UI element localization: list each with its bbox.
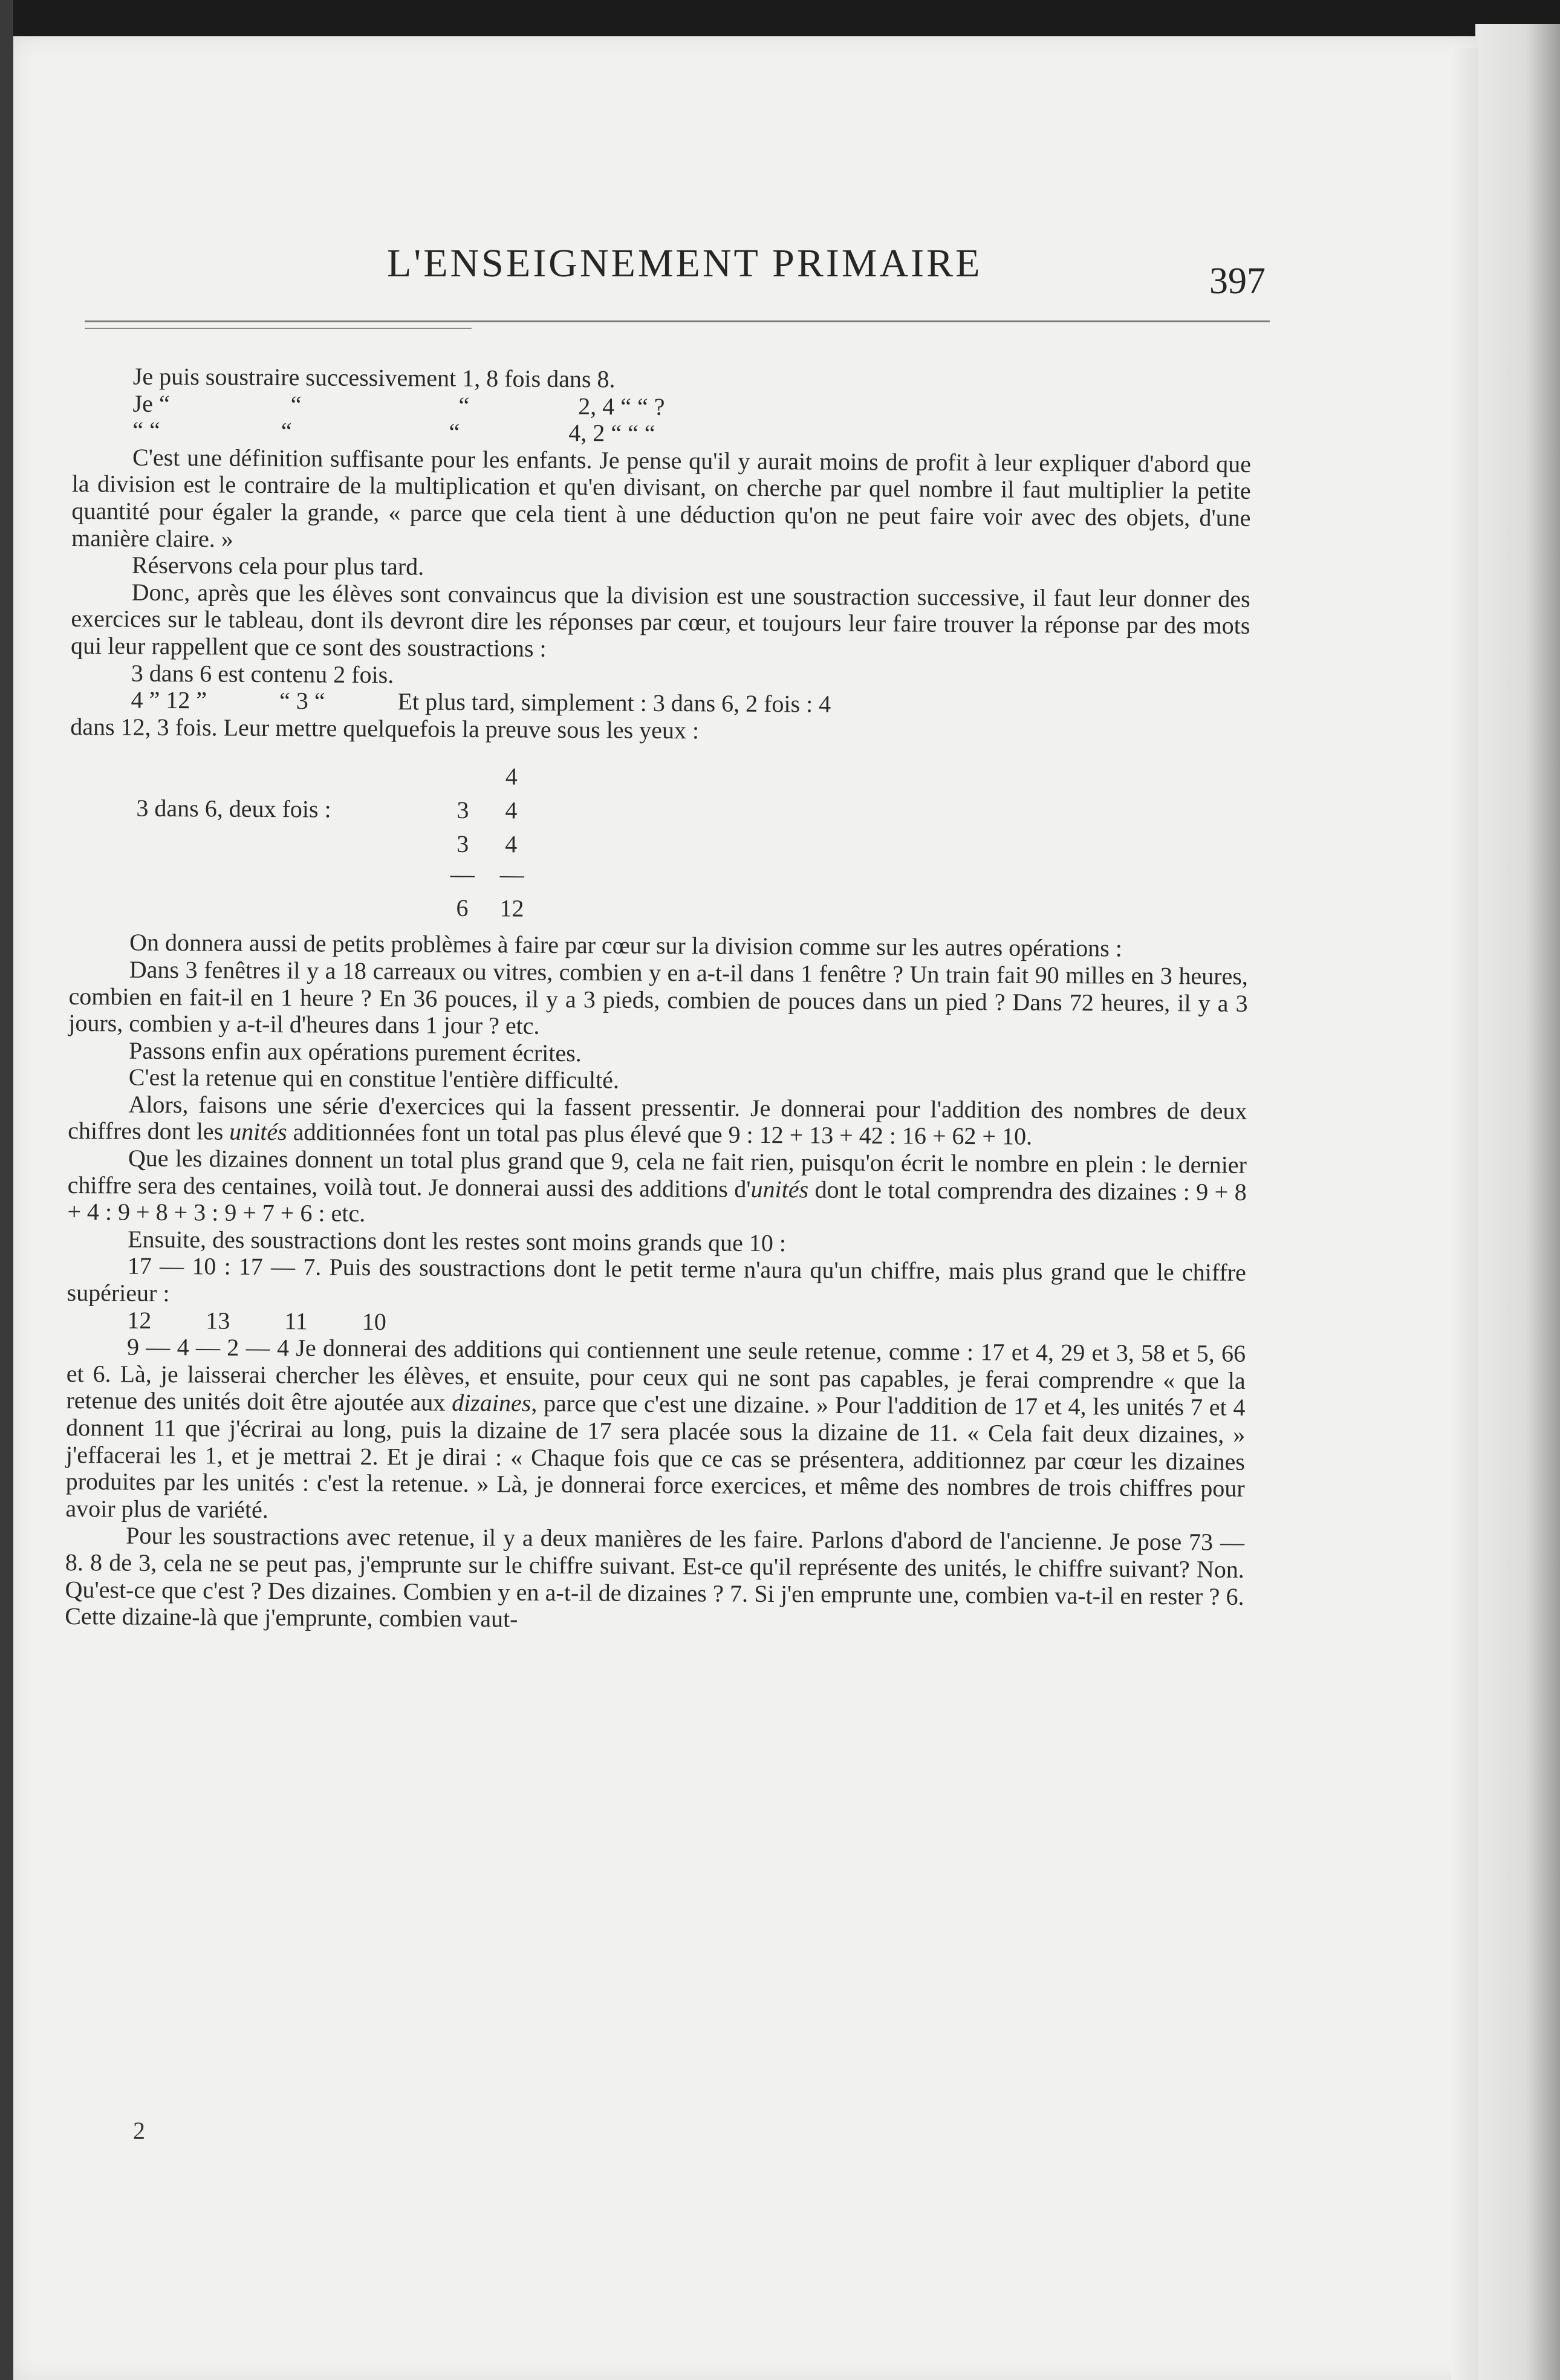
page-edge (1475, 24, 1560, 2380)
table-cell: 4 (505, 796, 518, 824)
paragraph: Réservons cela pour plus tard. (131, 551, 424, 580)
paragraph: C'est une définition suffisante pour les enfants. Je pense qu'il y aurait moins de profit à leur expliquer d'abord que la division est le contraire de la multiplication et qu'en divisant, on cherche par quel nombre il faut multiplier la petite quantité pour égaler la grande, « parce que cela tient à une déduction qu'on ne peut faire voir avec des objets, d'une manière claire. » (71, 443, 1252, 553)
table-cell: 4 (505, 830, 518, 858)
header-rule (85, 320, 1270, 322)
table-rule: — (450, 860, 475, 888)
paragraph: Que les dizaines donnent un total plus grand que 9, cela ne fait rien, puisqu'on écrit le nombre en plein : le dernier chiffre sera des centaines, voilà tout. Je donnerai aussi des additions d'unités dont le total comprendra des dizaines : 9 + 8 + 4 : 9 + 8 + 3 : 9 + 7 + 6 : etc. (67, 1144, 1247, 1227)
ditto-line: “ “ “ “ 4, 2 “ “ “ (132, 416, 655, 447)
ditto-line: Je “ “ “ 2, 4 “ “ ? (132, 389, 665, 420)
running-head: L'ENSEIGNEMENT PRIMAIRE (387, 241, 983, 285)
paragraph: Passons enfin aux opérations purement écrites. (128, 1036, 582, 1067)
page-edge-inner (1451, 48, 1478, 2380)
subtraction-minuends: 12 13 11 10 (127, 1306, 386, 1335)
paragraph: 9 — 4 — 2 — 4 Je donnerai des additions qui contiennent une seule retenue, comme : 17 et 4, 29 et 3, 58 et 5, 66 et 6. Là, je laisserai chercher les élèves, et ensuite, pour ceux qui ne sont pas capables, je ferai comprendre « que la retenue des unités doit être ajoutée aux dizaines, parce que c'est une dizaine. » Pour l'addition de 17 et 4, les unités 7 et 4 donnent 11 que j'écrirai au long, puis la dizaine de 17 sera placée sous la dizaine de 11. « Cela fait deux dizaines, » j'effacerai les 1, et je mettrai 2. Et je dirai : « Chaque fois que ce cas se présentera, additionnez par cœur les dizaines produites par les unités : c'est la retenue. » Là, je donnerai force exercices, et même des nombres de trois chiffres pour avoir plus de variété. (65, 1333, 1246, 1523)
paragraph: Pour les soustractions avec retenue, il y a deux manières de les faire. Parlons d'abord de l'ancienne. Je pose 73 — 8. 8 de 3, cela ne se peut pas, j'emprunte sur le chiffre suivant. Est-ce qu'il représente des unités, le chiffre suivant? Non. Qu'est-ce que c'est ? Des dizaines. Combien y en a-t-il de dizaines ? 7. Si j'en emprunte une, combien va-t-il en rester ? 6. Cette dizaine-là que j'emprunte, combien vaut- (65, 1521, 1245, 1633)
paragraph: Alors, faisons une série d'exercices qui la fassent pressentir. Je donnerai pour l'addition des nombres de deux chiffres dont les unités additionnées font un total pas plus élevé que 9 : 12 + 13 + 42 : 16 + 62 + 10. (68, 1090, 1247, 1151)
text-line: 3 dans 6 est contenu 2 fois. (131, 659, 394, 688)
paragraph: Ensuite, des soustractions dont les restes sont moins grands que 10 : (128, 1225, 787, 1257)
table-label: 3 dans 6, deux fois : (136, 794, 331, 823)
paragraph: Donc, après que les élèves sont convaincus que la division est une soustraction successive, il faut leur donner des exercices sur le tableau, dont ils devront dire les réponses par cœur, et toujours leur faire trouver la réponse par des mots qui leur rappellent que ce sont des soustractions : (71, 578, 1250, 662)
table-cell: 12 (499, 894, 524, 922)
table-cell: 3 (457, 796, 469, 824)
page-number: 397 (1209, 261, 1266, 302)
text-line: dans 12, 3 fois. Leur mettre quelquefois la preuve sous les yeux : (70, 712, 700, 744)
table-cell: 6 (456, 894, 469, 922)
paragraph: 17 — 10 : 17 — 7. Puis des soustractions dont le petit terme n'aura qu'un chiffre, mais plus grand que le chiffre supérieur : (67, 1252, 1246, 1307)
header-rule-short (85, 328, 472, 329)
proof-table (69, 740, 1249, 936)
body-text (65, 363, 1252, 1637)
scan-border (0, 0, 13, 2380)
paragraph: On donnera aussi de petits problèmes à faire par cœur sur la division comme sur les autres opérations : (129, 928, 1123, 962)
text-line: Je puis soustraire successivement 1, 8 fois dans 8. (132, 362, 616, 393)
table-rule: — (499, 860, 524, 888)
table-cell: 4 (505, 762, 518, 790)
signature-mark: 2 (133, 2117, 145, 2144)
table-cell: 3 (457, 830, 469, 858)
paragraph: Dans 3 fenêtres il y a 18 carreaux ou vitres, combien y en a-t-il dans 1 fenêtre ? Un train fait 90 milles en 3 heures, combien en fait-il en 1 heure ? En 36 pouces, il y a 3 pieds, combien de pouces dans un pied ? Dans 72 heures, il y a 3 jours, combien y a-t-il d'heures dans 1 jour ? etc. (68, 955, 1248, 1039)
paragraph: C'est la retenue qui en constitue l'entière difficulté. (128, 1063, 620, 1094)
text-line: 4 ” 12 ” “ 3 “ Et plus tard, simplement : 3 dans 6, 2 fois : 4 (131, 686, 831, 718)
